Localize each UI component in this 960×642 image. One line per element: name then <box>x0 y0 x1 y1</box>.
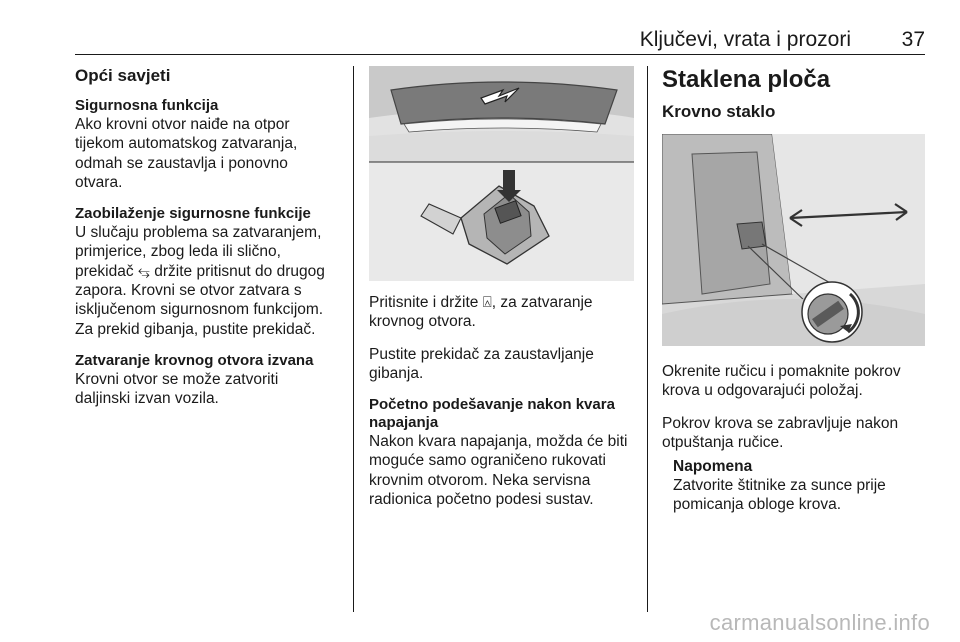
text-fragment: U slučaju problema sa zatvaranjem, primjerice, zbog leda ili slično, prekidač <box>75 224 322 280</box>
section-text: Ako krovni otvor naiđe na otpor tijekom automatskog zatvaranja, odmah se zaustavlja i ponovno otvara. <box>75 116 298 191</box>
sunroof-remote-illustration <box>369 66 634 281</box>
section-text <box>75 223 337 339</box>
text-fragment: držite pritisnut do drugog zapora. Krovni se otvor zatvara s isključenom sigurnosnom funkcijom. Za prekid gibanja, pustite prekidač. <box>75 262 325 338</box>
close-instruction <box>369 293 634 332</box>
section-safety <box>75 97 337 192</box>
watermark: carmanualsonline.info <box>709 610 930 635</box>
column-divider <box>353 66 354 612</box>
note-text: Zatvorite štitnike za sunce prije pomicanja obloge krova. <box>673 477 886 514</box>
section-text: Nakon kvara napajanja, možda će biti moguće samo ograničeno rukovati krovnim otvorom. Neka servisna radionica početno podesi sustav. <box>369 433 628 509</box>
section-title: Zaobilaženje sigurnosne funkcije <box>75 205 311 223</box>
stop-instruction: Pustite prekidač za zaustavljanje gibanja. <box>369 345 594 382</box>
section-text: Krovni otvor se može zatvoriti daljinski izvan vozila. <box>75 370 279 408</box>
roof-glass-handle-icon <box>802 282 862 342</box>
section-heading: Staklena ploča <box>662 66 831 93</box>
lock-instruction: Pokrov krova se zabravljuje nakon otpuštanja ručice. <box>662 414 899 451</box>
right-column <box>662 66 927 528</box>
note-title: Napomena <box>673 458 753 476</box>
section-title: Sigurnosna funkcija <box>75 97 219 114</box>
text-fragment: , za zatvaranje krovnog otvora. <box>369 294 593 331</box>
column-divider <box>647 66 648 612</box>
section-title: Početno podešavanje nakon kvara napajanja <box>369 396 615 432</box>
section-title: Zatvaranje krovnog otvora izvana <box>75 351 314 369</box>
handle-instruction: Okrenite ručicu i pomaknite pokrov krova u odgovarajući položaj. <box>662 363 901 400</box>
roof-glass-illustration <box>662 134 925 346</box>
sunroof-switch-icon: ⥃ <box>137 262 150 280</box>
section-remote-close <box>75 352 337 409</box>
page-header <box>75 28 925 55</box>
section-subheading: Krovno staklo <box>662 102 776 121</box>
header-title: Ključevi, vrata i prozori <box>639 28 851 51</box>
lock-icon: ⍓ <box>482 294 492 311</box>
left-column <box>75 66 337 422</box>
middle-column <box>369 66 634 522</box>
section-heading: Opći savjeti <box>75 66 171 85</box>
text-fragment: Pritisnite i držite <box>369 294 479 311</box>
page-number: 37 <box>901 28 925 51</box>
section-override <box>75 205 337 339</box>
note-box <box>673 458 927 515</box>
